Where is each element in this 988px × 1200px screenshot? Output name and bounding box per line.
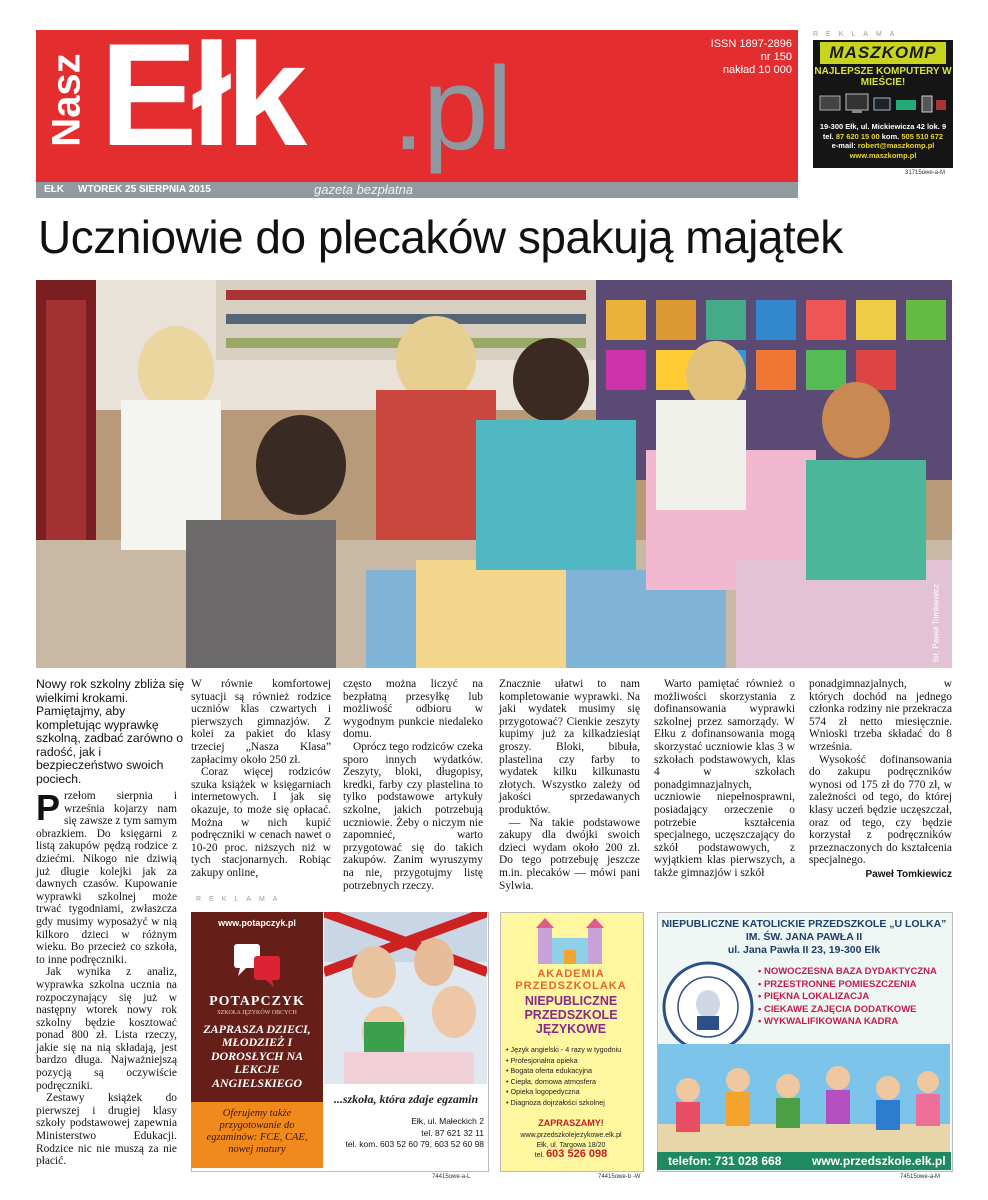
article-column-4 (499, 678, 640, 892)
castle-icon (530, 918, 610, 966)
potapczyk-name: POTAPCZYK (209, 994, 305, 1009)
ad-code-potapczyk: 74415owe-a-L (432, 1174, 471, 1180)
lolka-address: ul. Jana Pawła II 23, 19-300 Ełk (727, 944, 881, 956)
article-column-2 (191, 678, 331, 880)
lolka-header (657, 918, 951, 957)
potapczyk-address: Ełk, ul. Małeckich 2 tel. 87 621 32 11 tel. kom. 603 52 60 79, 603 52 60 98 (345, 1116, 484, 1149)
article-author: Paweł Tomkiewicz (865, 868, 952, 880)
bar-logo: EŁK (44, 184, 64, 195)
paragraph: Oprócz tego rodziców czeka sporo innych wydatków. Zeszyty, bloki, długopisy, kredki, farby czy plastelina to tylko podstawowe artykuły szkolne, jakich potrzebują uczniowie. Żeby o niczym nie zapomnieć, warto przygotować się do takich zakupów. Zanim wyruszymy na nie, przygotujmy listę potrzebnych rzeczy. (343, 740, 483, 892)
potapczyk-invite: ZAPRASZA DZIECI, MŁODZIEŻ I DOROSŁYCH NA LEKCJE ANGIELSKIEGO (203, 1022, 311, 1090)
kids-photo (658, 1044, 950, 1152)
speech-bubbles-logo-icon (232, 940, 282, 990)
paragraph: Warto pamiętać również o możliwości skorzystania z dofinansowania wyprawki szkolnej przez samorządy. W Ełku z dofinansowania mogą skorzystać uczniowie klas 3 w szkołach podstawowych, klas 4 w szkołach ponadgimnazjalnych, uczniowie niepełnosprawni, posiadający orzeczenie o potrzebie kształcenia specjalnego, uczęszczający do szkół podstawowych, z wyjątkiem klas pierwszych, a także gimnazjów i szkół (654, 678, 795, 879)
preschool-seal-icon (661, 960, 755, 1054)
akademia-main: NIEPUBLICZNE PRZEDSZKOLE JĘZYKOWE (524, 994, 618, 1036)
article-column-1 (36, 787, 177, 1168)
lolka-features (758, 966, 958, 1029)
masthead-domain: .pl (392, 43, 511, 175)
photo-credit: fot. Paweł Tomkiewicz (931, 583, 941, 663)
lolka-title: NIEPUBLICZNE KATOLICKIE PRZEDSZKOLE „U LOLKA” (661, 918, 947, 930)
article-column-5 (654, 678, 795, 880)
article-lead: Nowy rok szkolny zbliża się wielkimi krokami. Pamiętajmy, aby kompletując wyprawkę szkolną, zadbać zarówno o radość, jak i bezpieczeństwo swoich pociech. (36, 677, 185, 786)
akademia-contact (502, 1131, 640, 1161)
paragraph: Przełom sierpnia i września kojarzy nam się zawsze z tym samym obrazkiem. Do księgarni z listą zakupów pędzą rodzice z dziećmi. Nikogo nie dziwią już długie kolejki jak za dawnych czasów. Kupowanie wyprawki szkolnej może trwać tygodniami, zwłaszcza gdy musimy wyposażyć w nią kilkoro dzieci w różnym wieku. Bo przecież co szkoła, to inne podręczniki. (36, 787, 177, 966)
paragraph: W równie komfortowej sytuacji są również rodzice uczniów klas czwartych i pierwszych gimnazjów. Z kolei za pakiet do klasy trzeciej „Nasza Klasa” zapłacimy około 250 zł. (191, 678, 331, 766)
list-item: • Diagnoza dojrzałości szkolnej (506, 1098, 642, 1109)
article-photo (36, 280, 952, 668)
list-item: • Profesjonalna opieka (506, 1056, 642, 1067)
maszkomp-email[interactable]: e-mail: robert@maszkomp.pl (831, 141, 935, 150)
ad-code-lolka: 74515owe-a-M (900, 1174, 941, 1180)
lolka-patron: IM. ŚW. JANA PAWŁA II (745, 931, 863, 943)
maszkomp-www[interactable]: www.maszkomp.pl (849, 150, 917, 160)
article-column-6 (809, 678, 952, 882)
ad-label-bottom: REKLAMA (196, 896, 286, 903)
list-item: • NOWOCZESNA BAZA DYDAKTYCZNA (758, 966, 958, 979)
paragraph: często można liczyć na bezpłatną przesyłkę lub możliwość odbioru w wygodnym punkcie niedaleko domu. (343, 678, 483, 741)
ad-label-top: REKLAMA (813, 31, 903, 38)
paragraph: Coraz więcej rodziców szuka książek w księgarniach internetowych. I jak się okazuje, to może się opłacać. Można w nich kupić podręczniki w cenach nawet o 10-20 proc. niższych niż w tych stacjonarnych. Robiąc zakupy online, (191, 766, 331, 879)
ad-code-top: 31715owe-a-M (905, 170, 946, 176)
issue-date: WTOREK 25 SIERPNIA 2015 (78, 184, 211, 195)
list-item: • CIEKAWE ZAJĘCIA DODATKOWE (758, 1004, 958, 1017)
paragraph: — Na takie podstawowe zakupy dla dwójki swoich dzieci wydam około 200 zł. Do tego potrzebuję jeszcze m.in. plecaków — mówi pani Sylwia. (499, 816, 640, 892)
paragraph: Zestawy książek do pierwszej i drugiej klasy szkoły podstawowej zapewnia Ministerstwo Edukacji. Rodzice nic nie muszą za nie płacić. (36, 1092, 177, 1168)
maszkomp-phones: tel. 87 620 15 00 kom. 505 510 672 (822, 131, 944, 141)
akademia-call: ZAPRASZAMY! (538, 1118, 604, 1128)
circulation: nakład 10 000 (722, 64, 792, 76)
list-item: • Opieka logopedyczna (506, 1087, 642, 1098)
free-paper-label: gazeta bezpłatna (314, 182, 414, 197)
akademia-www[interactable]: www.przedszkolejezykowe.elk.pl (520, 1132, 622, 1139)
potapczyk-subtitle: SZKOŁA JĘZYKÓW OBCYCH (217, 1010, 297, 1016)
issn-block (690, 38, 792, 77)
list-item: • PRZESTRONNE POMIESZCZENIA (758, 979, 958, 992)
issue-number: nr 150 (760, 51, 792, 63)
article-headline: Uczniowie do plecaków spakują majątek (38, 211, 843, 263)
list-item: • Język angielski - 4 razy w tygodniu (506, 1045, 642, 1056)
article-column-3 (343, 678, 483, 892)
paragraph: Wysokość dofinansowania do zakupu podręczników wynosi od 175 zł do 770 zł, w zależności od tego, do której klasy uczeń będzie uczęszczał, oraz od tego, czy będzie korzystał z podręczników przeznaczonych do kształcenia specjalnego. (809, 753, 952, 867)
masthead-title: Ełk (100, 13, 302, 176)
issn: ISSN 1897-2896 (710, 38, 792, 50)
computer-devices-icon (818, 92, 948, 116)
paragraph: Jak wynika z analiz, wyprawka szkolna ucznia na rozpoczynający się już w następny wtorek nowy rok szkolny będzie kosztować ponad 800 zł. Lista rzeczy, jakie się na nią składają, jest bardzo długa. Najważniejszą pozycją są oczywiście podręczniki. (36, 966, 177, 1092)
paragraph: ponadgimnazjalnych, w których dochód na jednego członka rodziny nie przekracza 574 zł netto miesięcznie. Wnioski trzeba składać do 8 września. (809, 678, 952, 753)
list-item: • Ciepła, domowa atmosfera (506, 1077, 642, 1088)
potapczyk-tagline: ...szkoła, która zdaje egzamin (333, 1092, 479, 1106)
list-item: • WYKWALIFIKOWANA KADRA (758, 1016, 958, 1029)
paragraph: Znacznie ułatwi to nam kompletowanie wyprawki. Na jaki wydatek musimy się przygotować? Cienkie zeszyty kupimy już za kilkadziesiąt groszy. Bloki, bibuła, plastelina czy farby to wydatek kilku kilkunastu złotych. Wszystko zależy od jakości sprzedawanych produktów. (499, 678, 640, 816)
maszkomp-slogan: NAJLEPSZE KOMPUTERY W MIEŚCIE! (814, 66, 952, 88)
masthead-nasz: Nasz (44, 53, 89, 147)
ad-code-akademia: 74415owe-b -W (598, 1174, 641, 1180)
akademia-address: Ełk, ul. Targowa 18/20 (536, 1141, 606, 1149)
list-item: • Bogata oferta edukacyjna (506, 1066, 642, 1077)
maszkomp-logo: MASZKOMP (820, 42, 946, 64)
potapczyk-url[interactable]: www.potapczyk.pl (218, 918, 296, 928)
lolka-phone: telefon: 731 028 668 (668, 1154, 782, 1168)
students-photo (324, 912, 487, 1084)
dropcap: P (36, 787, 61, 828)
lolka-url[interactable]: www.przedszkole.elk.pl (812, 1154, 946, 1168)
maszkomp-contact (813, 122, 953, 160)
maszkomp-address: 19-300 Ełk, ul. Mickiewicza 42 lok. 9 (819, 122, 947, 131)
akademia-phone: tel. 603 526 098 (534, 1148, 608, 1160)
potapczyk-offer: Oferujemy także przygotowanie do egzaminów: FCE, CAE, nowej matury (206, 1108, 308, 1155)
akademia-features (506, 1045, 642, 1109)
akademia-title: AKADEMIA PRZEDSZKOLAKA (515, 968, 627, 992)
list-item: • PIĘKNA LOKALIZACJA (758, 991, 958, 1004)
